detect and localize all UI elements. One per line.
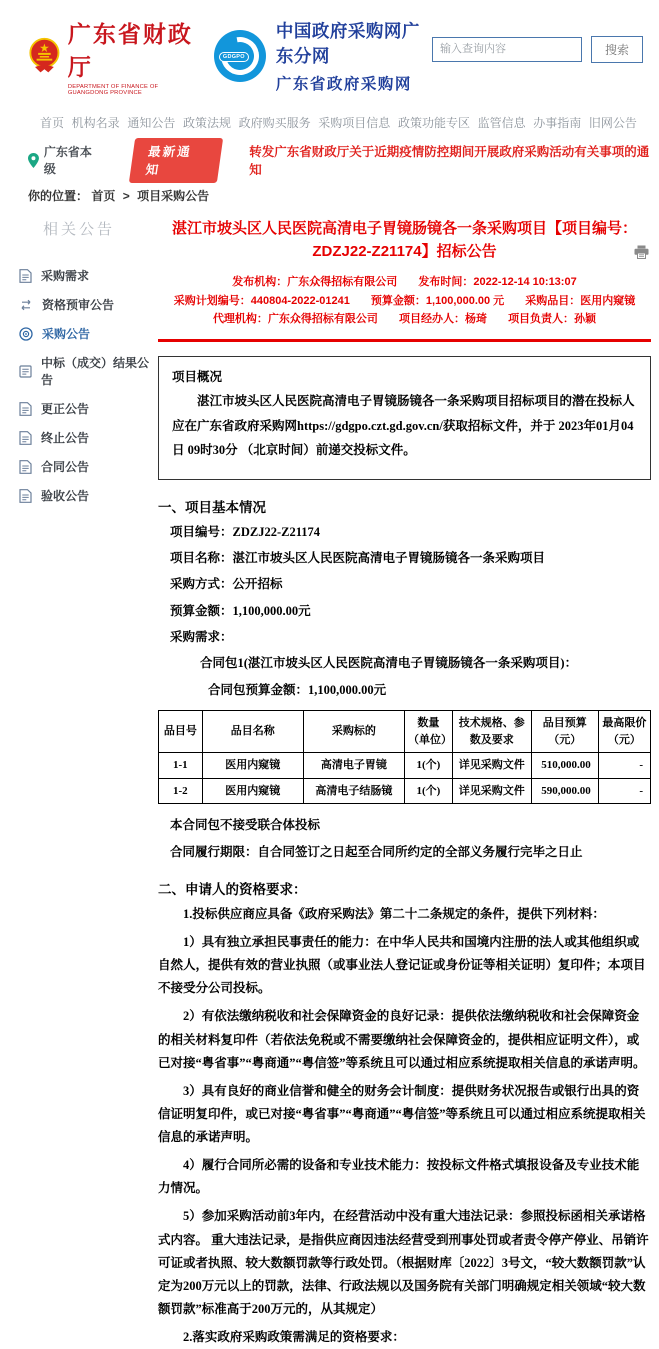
sidebar-item-award-results[interactable] (0, 348, 158, 394)
meta-value: 孙颖 (574, 313, 597, 326)
notice-link[interactable]: 转发广东省财政厅关于近期疫情防控期间开展政府采购活动有关事项的通知 (249, 145, 650, 177)
location-pin-icon (28, 153, 39, 168)
project-number-line: 项目编号：ZDZJ22-Z21174 (170, 524, 321, 539)
qualification-paragraph: 2）有依法缴纳税收和社会保障资金的良好记录：提供依法缴纳税收和社会保障资金的相关材料复印件（若依法免税或不需要缴纳社会保障资金的，提供相应证明文件），或已对接“粤省事”“粤商通”“粤信签”等系统且可以通过相应系统提取相关信息的承诺声明。 (158, 1009, 646, 1070)
sidebar-item-prequalification[interactable] (0, 290, 158, 319)
table-cell: 1(个) (404, 778, 452, 804)
table-cell: 详见采购文件 (452, 753, 531, 779)
contract-period-line: 合同履行期限：自合同签订之日起至合同所约定的全部义务履行完毕之日止 (170, 844, 583, 859)
search-box (432, 36, 643, 63)
section1-heading: 一、项目基本情况 (158, 499, 266, 515)
sidebar-item-label: 合同公告 (41, 460, 90, 474)
table-header-cell: 最高限价（元） (598, 711, 650, 753)
section2-heading: 二、申请人的资格要求： (158, 881, 307, 897)
table-cell: 高清电子结肠镜 (303, 778, 404, 804)
target-icon (19, 327, 33, 341)
nav-item-notices[interactable]: 通知公告 (127, 116, 176, 130)
qualification-paragraph: 4）履行合同所必需的设备和专业技术能力：按投标文件格式填报设备及专业技术能力情况。 (158, 1158, 640, 1196)
article-meta (158, 273, 651, 329)
overview-body: 湛江市坡头区人民医院高清电子胃镜肠镜各一条采购项目招标项目的潜在投标人应在广东省政府采购网https://gdgpo.czt.gd.gov.cn/获取招标文件，并于 2023年01月04日 09时30分 （北京时间）前递交投标文件。 (172, 394, 635, 458)
sidebar-item-label: 更正公告 (41, 402, 90, 416)
table-header-cell: 品目名称 (202, 711, 303, 753)
nav-item-org-directory[interactable]: 机构名录 (71, 116, 120, 130)
sidebar-item-correction[interactable] (0, 394, 158, 423)
finance-dept-name-en: DEPARTMENT OF FINANCE OF GUANGDONG PROVINCE (67, 84, 159, 96)
sidebar-item-procurement-announcement[interactable] (0, 319, 158, 348)
main-nav (0, 114, 659, 131)
sidebar-item-termination[interactable] (0, 423, 158, 452)
article-title-text: 湛江市坡头区人民医院高清电子胃镜肠镜各一条采购项目【项目编号：ZDZJ22-Z21174】招标公告 (172, 220, 638, 260)
breadcrumb-current[interactable]: 项目采购公告 (137, 189, 210, 203)
sidebar-item-label: 采购公告 (42, 327, 91, 341)
table-cell: 590,000.00 (531, 778, 598, 804)
sidebar-item-label: 终止公告 (41, 431, 90, 445)
table-header-cell: 技术规格、参数及要求 (452, 711, 531, 753)
qualification-paragraph: 5）参加采购活动前3年内，在经营活动中没有重大违法记录：参照投标函相关承诺格式内容。 重大违法记录，是指供应商因违法经营受到刑事处罚或者责令停产停业、吊销许可证或者执照、较大数额罚款等行政处罚。（根据财库〔2022〕3号文，“较大数额罚款”认定为200万元以上的罚款，法律、行政法规以及国务院有关部门明确规定相关领域“较大数额罚款”标准高于200万元的，从其规定） (158, 1209, 649, 1316)
finance-dept-logo (28, 16, 198, 96)
table-cell: 1-2 (159, 778, 203, 804)
table-header-cell: 数量（单位） (404, 711, 452, 753)
table-cell: - (598, 778, 650, 804)
table-header-cell: 采购标的 (303, 711, 404, 753)
table-cell: 高清电子胃镜 (303, 753, 404, 779)
latest-notice-badge: 最新通知 (128, 138, 222, 183)
search-input[interactable] (432, 37, 582, 62)
table-row (159, 778, 651, 804)
meta-value: 440804-2022-01241 (250, 294, 350, 307)
contract-package-line: 合同包1(湛江市坡头区人民医院高清电子胃镜肠镜各一条采购项目)： (200, 656, 578, 671)
meta-label: 项目经办人： (399, 313, 465, 326)
table-cell: 详见采购文件 (452, 778, 531, 804)
meta-value: 广东众得招标有限公司 (287, 276, 398, 289)
meta-label: 采购计划编号： (173, 294, 251, 307)
site-title-line2: 广东省政府采购网 (275, 76, 412, 93)
items-table (158, 710, 651, 804)
gdgpo-logo-icon (214, 30, 266, 82)
sidebar (0, 206, 158, 1349)
nav-item-guide[interactable]: 办事指南 (533, 116, 582, 130)
qualification-paragraph: 2.落实政府采购政策需满足的资格要求： (183, 1330, 405, 1345)
sidebar-item-contract[interactable] (0, 452, 158, 481)
meta-label: 发布时间： (418, 276, 474, 289)
table-cell: 1-1 (159, 753, 203, 779)
document-icon (19, 489, 32, 503)
article-title (158, 218, 651, 263)
overview-heading: 项目概况 (172, 370, 223, 385)
qualification-paragraph: 1）具有独立承担民事责任的能力：在中华人民共和国境内注册的法人或其他组织或自然人，提供有效的营业执照（或事业法人登记证或身份证等相关证明）复印件；本项目不接受分公司投标。 (158, 935, 646, 996)
search-button[interactable]: 搜索 (591, 36, 643, 63)
nav-item-policy-zones[interactable]: 政策功能专区 (397, 116, 470, 130)
red-divider (158, 339, 651, 342)
table-header-cell: 品目预算（元） (531, 711, 598, 753)
meta-label: 预算金额： (370, 294, 426, 307)
nav-item-procurement-info[interactable]: 采购项目信息 (318, 116, 391, 130)
nav-item-gov-purchase-services[interactable]: 政府购买服务 (238, 116, 311, 130)
finance-dept-name: 广东省财政厅 (67, 22, 193, 80)
document-icon (19, 402, 32, 416)
meta-label: 代理机构： (212, 313, 268, 326)
project-overview-box (158, 356, 651, 480)
package-budget-line: 合同包预算金额：1,100,000.00元 (208, 682, 387, 697)
qualification-paragraph: 1.投标供应商应具备《政府采购法》第二十二条规定的条件，提供下列材料： (183, 906, 605, 921)
sidebar-item-label: 采购需求 (41, 269, 90, 283)
sidebar-item-acceptance[interactable] (0, 481, 158, 510)
demand-line: 采购需求： (170, 630, 233, 645)
sidebar-item-label: 验收公告 (41, 489, 90, 503)
site-header (0, 0, 659, 102)
nav-item-old-site-announcements[interactable]: 旧网公告 (588, 116, 637, 130)
no-consortium-line: 本合同包不接受联合体投标 (170, 818, 321, 833)
table-header-row (159, 711, 651, 753)
nav-item-policies[interactable]: 政策法规 (182, 116, 231, 130)
national-emblem-icon (28, 32, 61, 80)
gdgpo-logo-text: GDGPO (219, 52, 249, 62)
breadcrumb (28, 187, 659, 204)
table-header-cell: 品目号 (159, 711, 203, 753)
document-icon (19, 460, 32, 474)
nav-item-supervision[interactable]: 监管信息 (477, 116, 526, 130)
meta-label: 发布机构： (232, 276, 288, 289)
table-cell: 医用内窥镜 (202, 778, 303, 804)
qualification-paragraph: 3）具有良好的商业信誉和健全的财务会计制度：提供财务状况报告或银行出具的资信证明复印件，或已对接“粤省事”“粤商通”“粤信签”等系统且可以通过相应系统提取相关信息的承诺声明。 (158, 1083, 646, 1145)
meta-value: 杨琦 (465, 313, 487, 326)
notice-bar (28, 144, 659, 177)
procurement-method-line: 采购方式：公开招标 (170, 577, 283, 592)
swap-arrows-icon (19, 299, 33, 311)
table-cell: 510,000.00 (531, 753, 598, 779)
sidebar-item-procurement-demand[interactable] (0, 261, 158, 290)
budget-line: 预算金额：1,100,000.00元 (170, 603, 311, 618)
breadcrumb-separator: > (122, 189, 130, 203)
site-title-block (276, 18, 432, 94)
document-icon (19, 431, 32, 445)
document-icon (19, 269, 32, 283)
content-area (0, 206, 659, 1349)
meta-value: 广东众得招标有限公司 (267, 313, 378, 326)
meta-label: 采购品目： (525, 294, 581, 307)
breadcrumb-prefix: 你的位置： (28, 189, 89, 203)
breadcrumb-home[interactable]: 首页 (91, 189, 116, 203)
sidebar-item-label: 资格预审公告 (42, 298, 115, 312)
sidebar-item-label: 中标（成交）结果公告 (41, 356, 150, 387)
meta-value: 1,100,000.00 元 (425, 294, 505, 307)
table-row (159, 753, 651, 779)
meta-value: 医用内窥镜 (580, 294, 636, 307)
sidebar-title: 相关公告 (42, 221, 115, 238)
table-cell: - (598, 753, 650, 779)
result-document-icon (19, 365, 32, 378)
region-label[interactable]: 广东省本级 (43, 145, 92, 176)
nav-item-home[interactable]: 首页 (40, 116, 65, 130)
article (158, 206, 659, 1349)
print-icon[interactable] (634, 244, 649, 267)
project-name-line: 项目名称：湛江市坡头区人民医院高清电子胃镜肠镜各一条采购项目 (170, 550, 546, 565)
table-cell: 1(个) (404, 753, 452, 779)
meta-value: 2022-12-14 10:13:07 (473, 276, 577, 289)
table-cell: 医用内窥镜 (202, 753, 303, 779)
meta-label: 项目负责人： (508, 313, 575, 326)
site-title-line1: 中国政府采购网广东分网 (275, 21, 420, 66)
